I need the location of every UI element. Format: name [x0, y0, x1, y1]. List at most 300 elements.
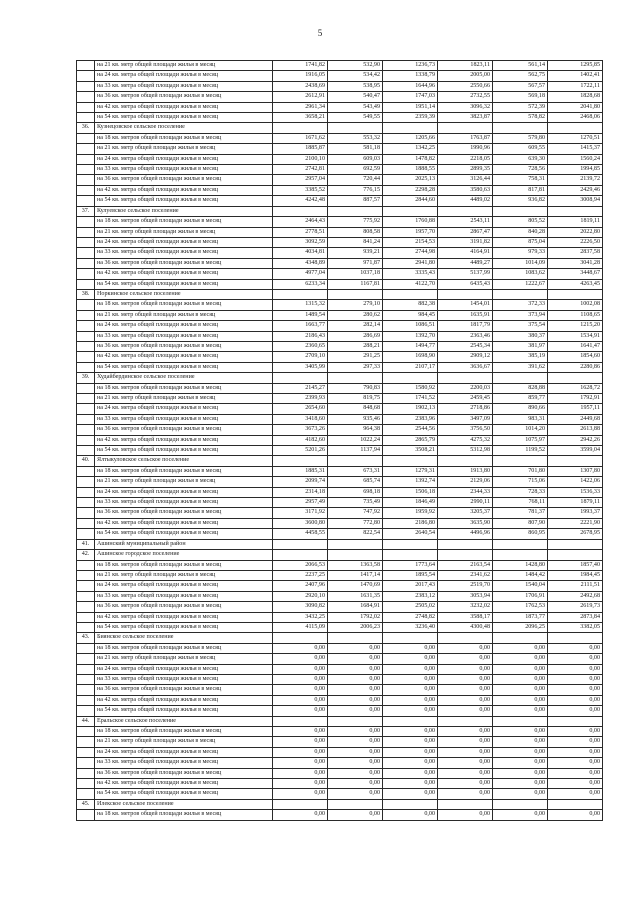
value-cell-5 — [493, 289, 548, 299]
value-cell-4: 4496,96 — [438, 529, 493, 539]
value-cell-1: 3385,52 — [273, 185, 328, 195]
value-cell-5: 817,81 — [493, 185, 548, 195]
value-cell-3: 0,00 — [383, 737, 438, 747]
value-cell-2: 549,55 — [328, 113, 383, 123]
area-description-cell: на 24 кв. метра общей площади жилья в месяц — [95, 747, 273, 757]
value-cell-1: 1315,32 — [273, 300, 328, 310]
value-cell-4: 2990,11 — [438, 498, 493, 508]
table-row — [77, 508, 603, 518]
value-cell-4: 3636,67 — [438, 362, 493, 372]
area-description-cell: на 36 кв. метров общей площади жилья в месяц — [95, 258, 273, 268]
value-cell-6: 1536,33 — [548, 487, 603, 497]
value-cell-5: 567,57 — [493, 81, 548, 91]
area-description-cell: на 36 кв. метров общей площади жилья в месяц — [95, 425, 273, 435]
value-cell-4: 6435,43 — [438, 279, 493, 289]
table-row — [77, 362, 603, 372]
table-row — [77, 674, 603, 684]
value-cell-3 — [383, 206, 438, 216]
value-cell-6: 0,00 — [548, 810, 603, 820]
row-number-cell — [77, 518, 95, 528]
value-cell-5: 579,80 — [493, 133, 548, 143]
value-cell-2: 964,38 — [328, 425, 383, 435]
value-cell-5: 701,80 — [493, 466, 548, 476]
row-number-cell — [77, 789, 95, 799]
table-row — [77, 435, 603, 445]
section-row — [77, 456, 603, 466]
value-cell-4: 4489,02 — [438, 196, 493, 206]
value-cell-4: 2550,66 — [438, 81, 493, 91]
row-number-cell: 36. — [77, 123, 95, 133]
value-cell-2: 538,95 — [328, 81, 383, 91]
row-number-cell — [77, 570, 95, 580]
value-cell-6: 0,00 — [548, 789, 603, 799]
value-cell-2 — [328, 456, 383, 466]
area-description-cell: на 54 кв. метра общей площади жилья в месяц — [95, 362, 273, 372]
value-cell-3: 984,45 — [383, 310, 438, 320]
value-cell-5: 1428,80 — [493, 560, 548, 570]
value-cell-5: 0,00 — [493, 664, 548, 674]
value-cell-5 — [493, 123, 548, 133]
value-cell-6: 3448,67 — [548, 269, 603, 279]
table-row — [77, 102, 603, 112]
value-cell-6: 1560,24 — [548, 154, 603, 164]
settlement-name-cell: Биянское сельское поселение — [95, 633, 273, 643]
value-cell-3: 1338,79 — [383, 71, 438, 81]
value-cell-6: 2468,06 — [548, 113, 603, 123]
row-number-cell — [77, 71, 95, 81]
value-cell-3: 2744,98 — [383, 248, 438, 258]
table-row — [77, 425, 603, 435]
value-cell-4: 2218,05 — [438, 154, 493, 164]
row-number-cell — [77, 612, 95, 622]
row-number-cell — [77, 591, 95, 601]
value-cell-2 — [328, 206, 383, 216]
row-number-cell: 38. — [77, 289, 95, 299]
section-row — [77, 716, 603, 726]
value-cell-3: 2544,56 — [383, 425, 438, 435]
value-cell-3: 1760,88 — [383, 217, 438, 227]
row-number-cell — [77, 383, 95, 393]
value-cell-4: 1913,80 — [438, 466, 493, 476]
value-cell-6: 0,00 — [548, 768, 603, 778]
value-cell-4 — [438, 539, 493, 549]
value-cell-3: 1392,74 — [383, 477, 438, 487]
value-cell-6 — [548, 289, 603, 299]
area-description-cell: на 21 кв. метр общей площади жилья в месяц — [95, 61, 273, 71]
value-cell-4: 0,00 — [438, 685, 493, 695]
row-number-cell — [77, 362, 95, 372]
settlement-name-cell: Ашинский муниципальный район — [95, 539, 273, 549]
value-cell-1: 2654,60 — [273, 404, 328, 414]
value-cell-3: 2359,39 — [383, 113, 438, 123]
value-cell-5 — [493, 456, 548, 466]
value-cell-2 — [328, 550, 383, 560]
value-cell-1: 2612,91 — [273, 92, 328, 102]
value-cell-4: 2909,12 — [438, 352, 493, 362]
value-cell-2: 279,10 — [328, 300, 383, 310]
area-description-cell: на 42 кв. метра общей площади жилья в месяц — [95, 185, 273, 195]
value-cell-1: 0,00 — [273, 768, 328, 778]
value-cell-6: 1215,20 — [548, 321, 603, 331]
value-cell-2: 808,58 — [328, 227, 383, 237]
value-cell-3: 1494,77 — [383, 341, 438, 351]
value-cell-2: 790,83 — [328, 383, 383, 393]
area-description-cell: на 42 кв. метра общей площади жилья в месяц — [95, 779, 273, 789]
value-cell-6: 0,00 — [548, 727, 603, 737]
area-description-cell: на 36 кв. метров общей площади жилья в месяц — [95, 175, 273, 185]
value-cell-6: 1002,08 — [548, 300, 603, 310]
value-cell-4: 2163,54 — [438, 560, 493, 570]
value-cell-2: 0,00 — [328, 727, 383, 737]
value-cell-3: 1478,82 — [383, 154, 438, 164]
value-cell-3 — [383, 289, 438, 299]
settlement-name-cell: Еральское сельское поселение — [95, 716, 273, 726]
value-cell-1 — [273, 633, 328, 643]
value-cell-6 — [548, 550, 603, 560]
table-row — [77, 591, 603, 601]
value-cell-3 — [383, 373, 438, 383]
value-cell-6: 0,00 — [548, 758, 603, 768]
value-cell-5: 0,00 — [493, 810, 548, 820]
value-cell-4: 2867,47 — [438, 227, 493, 237]
value-cell-5: 1540,04 — [493, 581, 548, 591]
table-row — [77, 237, 603, 247]
row-number-cell — [77, 217, 95, 227]
area-description-cell: на 18 кв. метров общей площади жилья в месяц — [95, 560, 273, 570]
table-row — [77, 518, 603, 528]
value-cell-3: 0,00 — [383, 643, 438, 653]
value-cell-5: 372,33 — [493, 300, 548, 310]
table-row — [77, 727, 603, 737]
area-description-cell: на 33 кв. метра общей площади жилья в месяц — [95, 591, 273, 601]
value-cell-5: 805,52 — [493, 217, 548, 227]
table-row — [77, 602, 603, 612]
row-number-cell — [77, 279, 95, 289]
area-description-cell: на 33 кв. метра общей площади жилья в месяц — [95, 81, 273, 91]
value-cell-6: 1628,72 — [548, 383, 603, 393]
row-number-cell — [77, 352, 95, 362]
value-cell-2: 0,00 — [328, 695, 383, 705]
value-cell-3: 1279,31 — [383, 466, 438, 476]
table-row — [77, 310, 603, 320]
table-row — [77, 768, 603, 778]
value-cell-6: 2429,46 — [548, 185, 603, 195]
value-cell-5: 380,37 — [493, 331, 548, 341]
table-row — [77, 331, 603, 341]
value-cell-3: 3335,43 — [383, 269, 438, 279]
value-cell-1: 0,00 — [273, 674, 328, 684]
area-description-cell: на 54 кв. метра общей площади жилья в месяц — [95, 706, 273, 716]
value-cell-6: 1828,68 — [548, 92, 603, 102]
value-cell-5: 1484,42 — [493, 570, 548, 580]
value-cell-5: 609,55 — [493, 144, 548, 154]
value-cell-5 — [493, 716, 548, 726]
area-description-cell: на 54 кв. метра общей площади жилья в месяц — [95, 789, 273, 799]
value-cell-4: 0,00 — [438, 654, 493, 664]
area-description-cell: на 36 кв. метров общей площади жилья в месяц — [95, 92, 273, 102]
value-cell-1: 1885,87 — [273, 144, 328, 154]
table-row — [77, 737, 603, 747]
value-cell-1: 0,00 — [273, 685, 328, 695]
value-cell-1: 2237,25 — [273, 570, 328, 580]
value-cell-6: 1422,06 — [548, 477, 603, 487]
area-description-cell: на 54 кв. метра общей площади жилья в месяц — [95, 279, 273, 289]
row-number-cell — [77, 61, 95, 71]
table-row — [77, 175, 603, 185]
value-cell-1: 2438,69 — [273, 81, 328, 91]
row-number-cell: 42. — [77, 550, 95, 560]
table-row — [77, 352, 603, 362]
value-cell-6 — [548, 123, 603, 133]
value-cell-2 — [328, 539, 383, 549]
value-cell-4: 1635,91 — [438, 310, 493, 320]
settlement-name-cell: Илекское сельское поселение — [95, 799, 273, 809]
area-description-cell: на 21 кв. метр общей площади жилья в месяц — [95, 310, 273, 320]
value-cell-2 — [328, 123, 383, 133]
table-row — [77, 664, 603, 674]
area-description-cell: на 18 кв. метров общей площади жилья в месяц — [95, 727, 273, 737]
page-number: 5 — [317, 28, 323, 38]
value-cell-6: 1819,11 — [548, 217, 603, 227]
row-number-cell — [77, 394, 95, 404]
row-number-cell — [77, 414, 95, 424]
value-cell-6: 4263,45 — [548, 279, 603, 289]
value-cell-5 — [493, 633, 548, 643]
value-cell-5: 561,14 — [493, 61, 548, 71]
table-row — [77, 133, 603, 143]
table-row — [77, 560, 603, 570]
value-cell-3: 2865,79 — [383, 435, 438, 445]
value-cell-6 — [548, 633, 603, 643]
row-number-cell — [77, 133, 95, 143]
value-cell-6: 1415,37 — [548, 144, 603, 154]
value-cell-5: 728,56 — [493, 165, 548, 175]
value-cell-1: 1663,77 — [273, 321, 328, 331]
value-cell-6: 0,00 — [548, 706, 603, 716]
area-description-cell: на 33 кв. метра общей площади жилья в месяц — [95, 674, 273, 684]
value-cell-6: 1534,91 — [548, 331, 603, 341]
row-number-cell — [77, 810, 95, 820]
value-cell-1: 3600,80 — [273, 518, 328, 528]
value-cell-3: 2107,17 — [383, 362, 438, 372]
value-cell-4: 0,00 — [438, 737, 493, 747]
value-cell-4 — [438, 633, 493, 643]
row-number-cell — [77, 560, 95, 570]
row-number-cell — [77, 300, 95, 310]
area-description-cell: на 42 кв. метра общей площади жилья в месяц — [95, 435, 273, 445]
value-cell-1: 2778,51 — [273, 227, 328, 237]
value-cell-6: 0,00 — [548, 695, 603, 705]
value-cell-4: 3580,63 — [438, 185, 493, 195]
value-cell-2: 772,80 — [328, 518, 383, 528]
value-cell-4: 3096,32 — [438, 102, 493, 112]
value-cell-2: 0,00 — [328, 674, 383, 684]
value-cell-2: 1363,58 — [328, 560, 383, 570]
value-cell-3: 3236,40 — [383, 622, 438, 632]
value-cell-4 — [438, 550, 493, 560]
value-cell-2: 0,00 — [328, 758, 383, 768]
value-cell-6: 2449,68 — [548, 414, 603, 424]
value-cell-5: 0,00 — [493, 747, 548, 757]
value-cell-5: 0,00 — [493, 695, 548, 705]
value-cell-2: 720,44 — [328, 175, 383, 185]
value-cell-2: 543,49 — [328, 102, 383, 112]
value-cell-3: 2640,54 — [383, 529, 438, 539]
row-number-cell — [77, 175, 95, 185]
value-cell-2: 776,15 — [328, 185, 383, 195]
value-cell-2: 685,74 — [328, 477, 383, 487]
value-cell-6: 1994,85 — [548, 165, 603, 175]
value-cell-4: 2545,34 — [438, 341, 493, 351]
value-cell-3: 0,00 — [383, 768, 438, 778]
value-cell-1: 0,00 — [273, 747, 328, 757]
value-cell-1: 4242,48 — [273, 196, 328, 206]
table-row — [77, 383, 603, 393]
value-cell-1: 2957,04 — [273, 175, 328, 185]
value-cell-1: 3090,82 — [273, 602, 328, 612]
value-cell-6 — [548, 539, 603, 549]
value-cell-5: 0,00 — [493, 654, 548, 664]
table-row — [77, 612, 603, 622]
value-cell-1: 0,00 — [273, 654, 328, 664]
value-cell-1: 0,00 — [273, 664, 328, 674]
value-cell-6: 0,00 — [548, 643, 603, 653]
value-cell-6: 1307,80 — [548, 466, 603, 476]
value-cell-5: 0,00 — [493, 779, 548, 789]
value-cell-6: 2837,58 — [548, 248, 603, 258]
value-cell-6: 2942,26 — [548, 435, 603, 445]
row-number-cell — [77, 695, 95, 705]
value-cell-1: 3432,25 — [273, 612, 328, 622]
value-cell-6: 1108,65 — [548, 310, 603, 320]
value-cell-2 — [328, 799, 383, 809]
value-cell-5: 1014,09 — [493, 258, 548, 268]
row-number-cell — [77, 622, 95, 632]
value-cell-4: 0,00 — [438, 747, 493, 757]
area-description-cell: на 54 кв. метра общей площади жилья в месяц — [95, 113, 273, 123]
area-description-cell: на 54 кв. метра общей площади жилья в месяц — [95, 196, 273, 206]
settlement-name-cell: Ялтыкуловское сельское поселение — [95, 456, 273, 466]
value-cell-3: 0,00 — [383, 695, 438, 705]
value-cell-3: 2025,13 — [383, 175, 438, 185]
table-row — [77, 446, 603, 456]
table-row — [77, 279, 603, 289]
value-cell-5: 562,75 — [493, 71, 548, 81]
value-cell-2 — [328, 373, 383, 383]
table-row — [77, 185, 603, 195]
value-cell-2: 0,00 — [328, 664, 383, 674]
value-cell-5: 0,00 — [493, 674, 548, 684]
value-cell-5: 375,54 — [493, 321, 548, 331]
value-cell-2: 1417,14 — [328, 570, 383, 580]
value-cell-1: 2407,96 — [273, 581, 328, 591]
value-cell-3: 2383,12 — [383, 591, 438, 601]
value-cell-6: 2613,88 — [548, 425, 603, 435]
row-number-cell — [77, 248, 95, 258]
value-cell-4 — [438, 456, 493, 466]
value-cell-5: 2096,25 — [493, 622, 548, 632]
value-cell-1: 1916,05 — [273, 71, 328, 81]
value-cell-4: 3588,17 — [438, 612, 493, 622]
value-cell-1: 2145,27 — [273, 383, 328, 393]
value-cell-3: 0,00 — [383, 747, 438, 757]
value-cell-3: 1342,25 — [383, 144, 438, 154]
area-description-cell: на 36 кв. метров общей площади жилья в месяц — [95, 508, 273, 518]
value-cell-1: 0,00 — [273, 695, 328, 705]
table-row — [77, 300, 603, 310]
value-cell-4: 0,00 — [438, 706, 493, 716]
value-cell-3: 0,00 — [383, 779, 438, 789]
value-cell-4 — [438, 289, 493, 299]
value-cell-4: 1454,01 — [438, 300, 493, 310]
table-row — [77, 165, 603, 175]
value-cell-1: 4034,81 — [273, 248, 328, 258]
table-row — [77, 581, 603, 591]
value-cell-1: 3092,59 — [273, 237, 328, 247]
value-cell-1 — [273, 799, 328, 809]
row-number-cell — [77, 227, 95, 237]
value-cell-2: 532,90 — [328, 61, 383, 71]
value-cell-6: 1792,91 — [548, 394, 603, 404]
row-number-cell — [77, 310, 95, 320]
row-number-cell: 39. — [77, 373, 95, 383]
settlement-name-cell: Норкинское сельское поселение — [95, 289, 273, 299]
row-number-cell: 43. — [77, 633, 95, 643]
area-description-cell: на 54 кв. метра общей площади жилья в месяц — [95, 622, 273, 632]
value-cell-5: 1014,20 — [493, 425, 548, 435]
value-cell-5: 1873,77 — [493, 612, 548, 622]
value-cell-2: 698,18 — [328, 487, 383, 497]
value-cell-5: 758,31 — [493, 175, 548, 185]
value-cell-4: 3756,50 — [438, 425, 493, 435]
table-row — [77, 487, 603, 497]
area-description-cell: на 21 кв. метр общей площади жилья в месяц — [95, 227, 273, 237]
table-row — [77, 654, 603, 664]
value-cell-6: 0,00 — [548, 779, 603, 789]
value-cell-4: 0,00 — [438, 789, 493, 799]
area-description-cell: на 24 кв. метра общей площади жилья в месяц — [95, 487, 273, 497]
value-cell-6: 2492,68 — [548, 591, 603, 601]
value-cell-5: 639,30 — [493, 154, 548, 164]
value-cell-3: 4122,70 — [383, 279, 438, 289]
table-row — [77, 248, 603, 258]
value-cell-6: 3008,94 — [548, 196, 603, 206]
table-row — [77, 61, 603, 71]
value-cell-4: 3497,09 — [438, 414, 493, 424]
row-number-cell — [77, 727, 95, 737]
value-cell-3: 2844,60 — [383, 196, 438, 206]
value-cell-3: 1506,18 — [383, 487, 438, 497]
value-cell-5: 0,00 — [493, 706, 548, 716]
section-row — [77, 539, 603, 549]
row-number-cell — [77, 144, 95, 154]
value-cell-1: 0,00 — [273, 706, 328, 716]
value-cell-3: 1580,92 — [383, 383, 438, 393]
row-number-cell — [77, 435, 95, 445]
value-cell-2: 0,00 — [328, 643, 383, 653]
section-row — [77, 289, 603, 299]
value-cell-1: 0,00 — [273, 643, 328, 653]
value-cell-1 — [273, 456, 328, 466]
row-number-cell — [77, 779, 95, 789]
value-cell-2: 0,00 — [328, 779, 383, 789]
row-number-cell — [77, 81, 95, 91]
value-cell-1: 2709,10 — [273, 352, 328, 362]
value-cell-4: 4164,91 — [438, 248, 493, 258]
value-cell-2: 0,00 — [328, 810, 383, 820]
value-cell-3: 1392,70 — [383, 331, 438, 341]
value-cell-5: 1762,53 — [493, 602, 548, 612]
